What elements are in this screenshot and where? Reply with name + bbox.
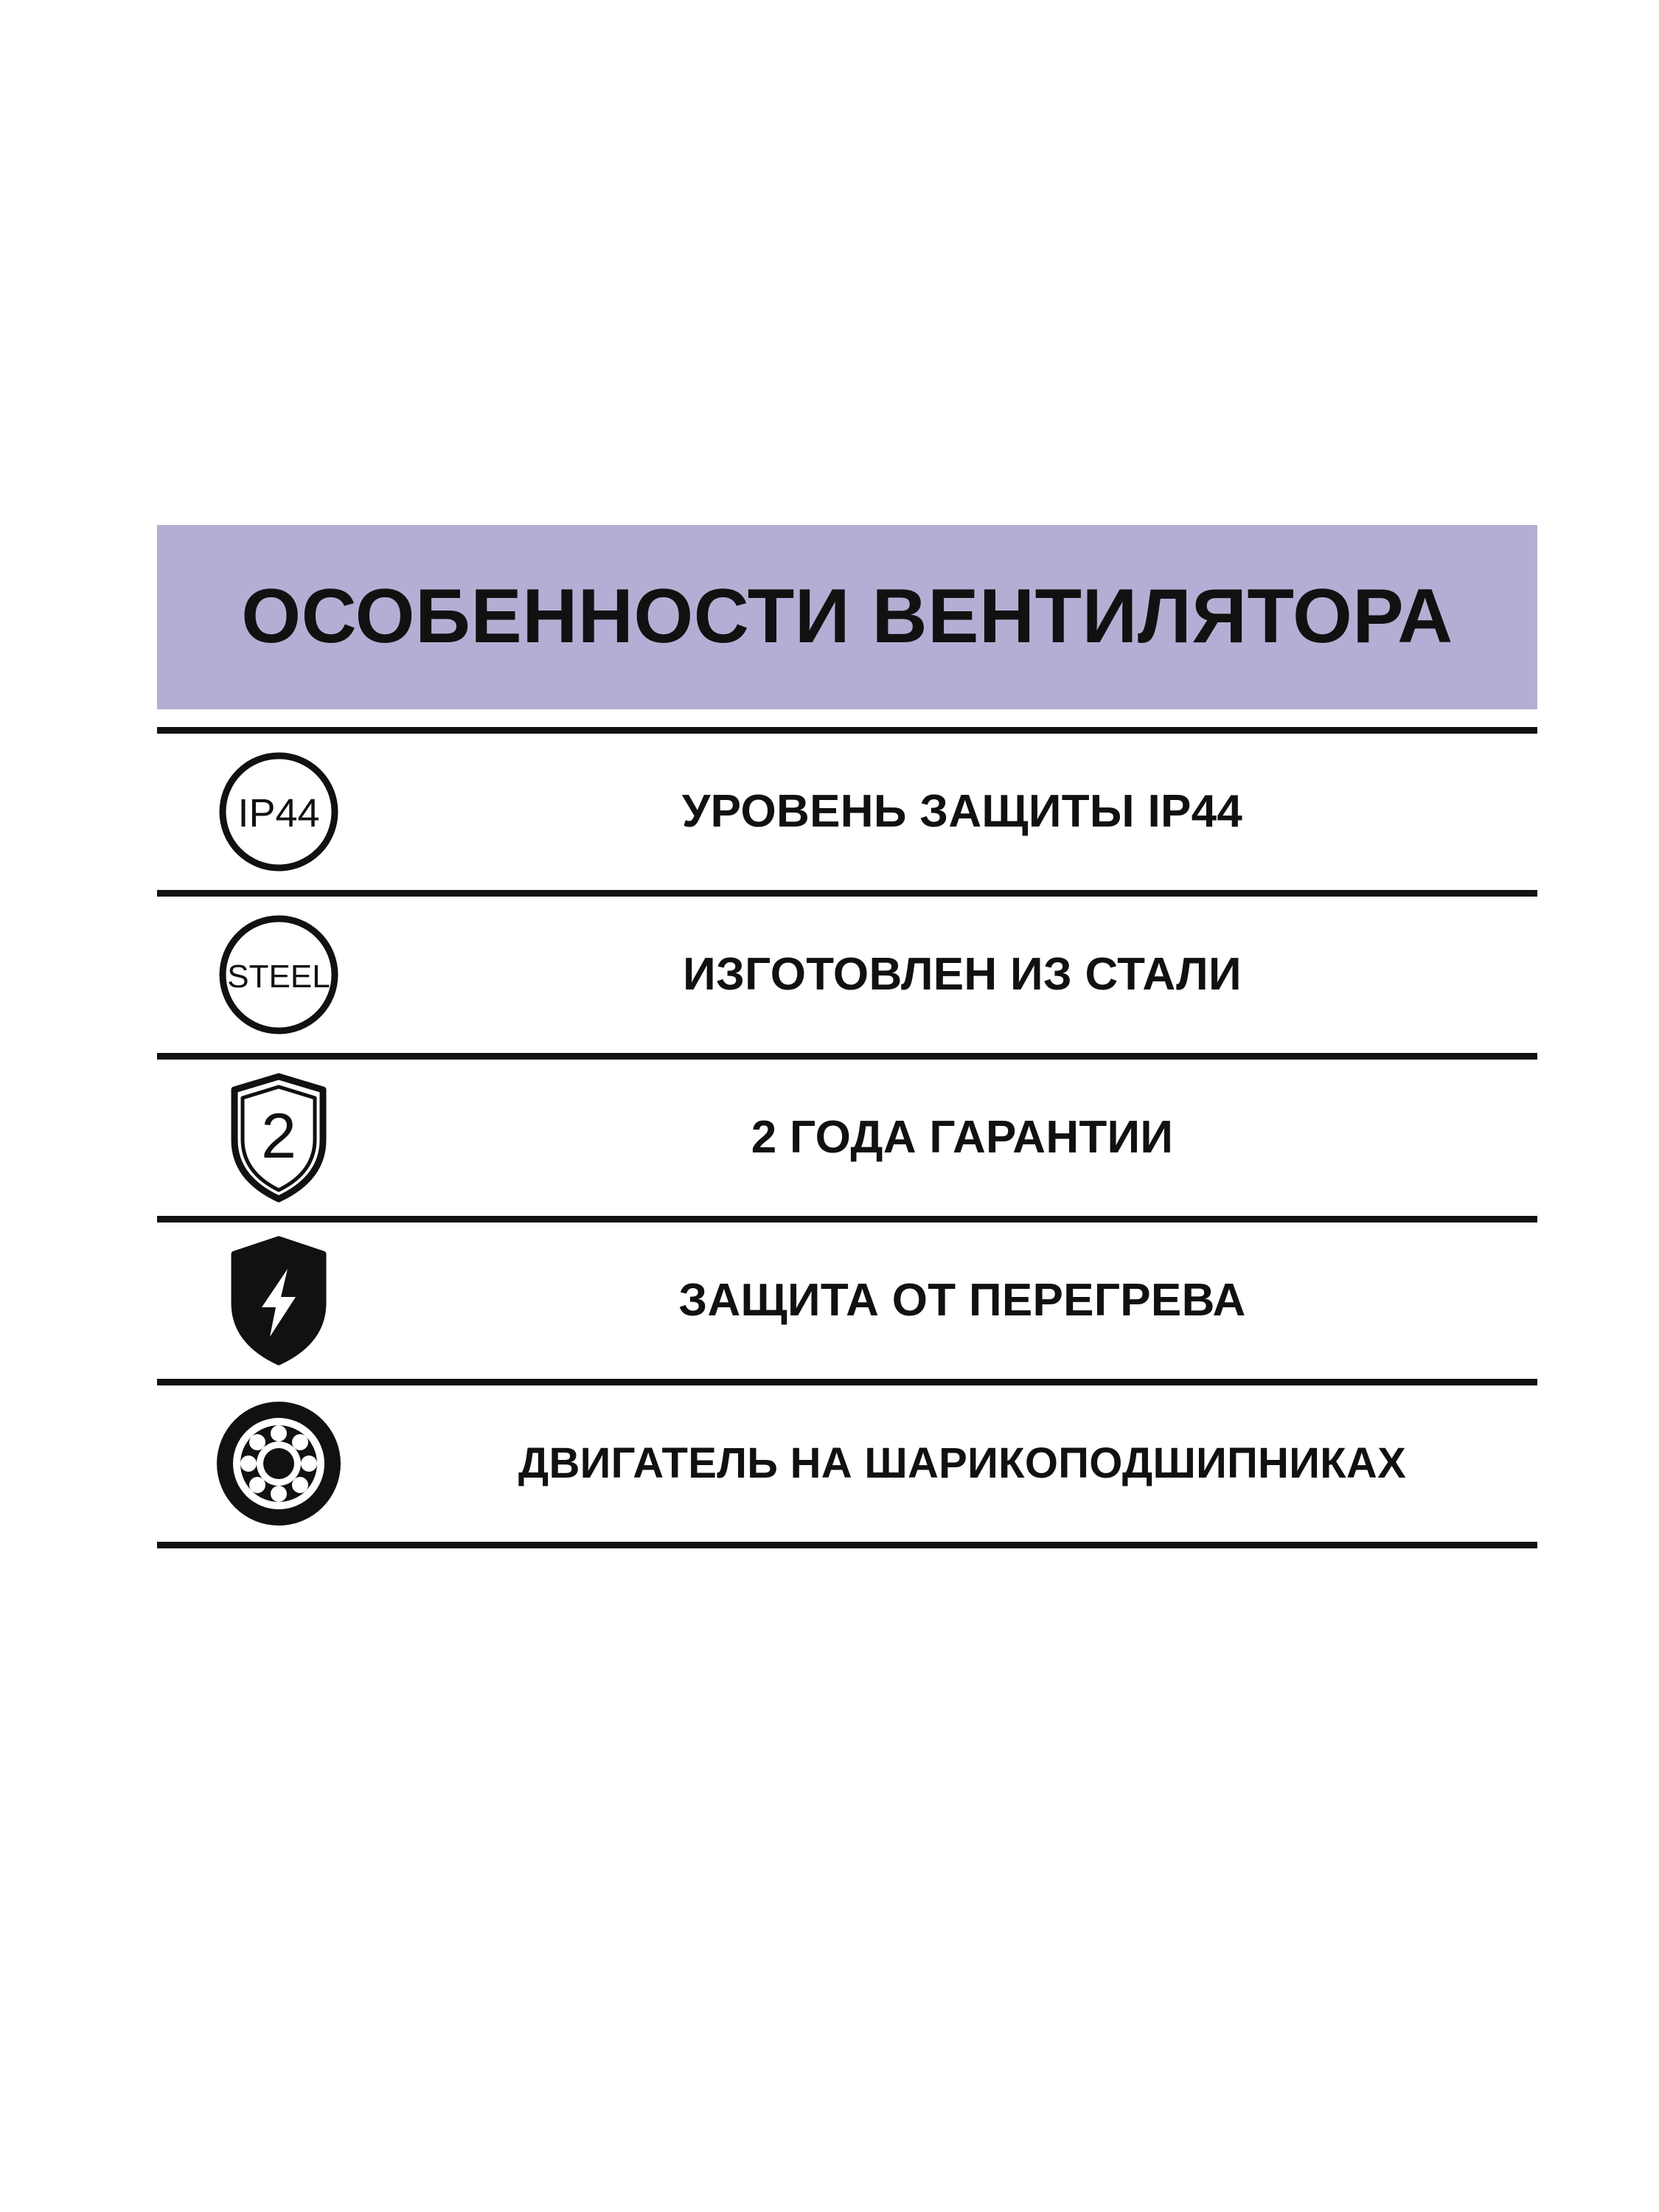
shield-warranty-icon [201, 1068, 356, 1208]
feature-label-steel: ИЗГОТОВЛЕН ИЗ СТАЛИ [683, 948, 1242, 1000]
feature-icon-cell [157, 1385, 400, 1542]
feature-label-cell [400, 950, 1537, 1000]
feature-icon-cell [157, 734, 400, 890]
feature-icon-cell [157, 1222, 400, 1379]
feature-icon-cell [157, 897, 400, 1053]
page-title: ОСОБЕННОСТИ ВЕНТИЛЯТОРА [241, 574, 1453, 660]
steel-circle-icon [201, 908, 356, 1041]
ip44-icon-label: IP44 [237, 791, 320, 835]
header-banner [157, 525, 1537, 709]
steel-icon-label: STEEL [227, 959, 330, 995]
feature-label-cell [400, 1440, 1537, 1487]
divider-bottom [157, 1542, 1537, 1548]
divider-2 [157, 1053, 1537, 1060]
feature-label-ip44: УРОВЕНЬ ЗАЩИТЫ IP44 [681, 785, 1243, 837]
shield-bolt-icon [201, 1231, 356, 1371]
warranty-icon-label: 2 [261, 1101, 296, 1172]
feature-row-steel [157, 897, 1537, 1053]
divider-1 [157, 890, 1537, 897]
feature-label-cell [400, 1276, 1537, 1326]
divider-top [157, 727, 1537, 734]
feature-label-warranty: 2 ГОДА ГАРАНТИИ [751, 1111, 1174, 1163]
divider-3 [157, 1216, 1537, 1222]
feature-row-warranty [157, 1060, 1537, 1216]
divider-4 [157, 1379, 1537, 1385]
feature-list [157, 727, 1537, 1548]
feature-label-bearing: ДВИГАТЕЛЬ НА ШАРИКОПОДШИПНИКАХ [518, 1439, 1407, 1488]
feature-row-bearing [157, 1385, 1537, 1542]
feature-row-ip44 [157, 734, 1537, 890]
feature-label-cell [400, 1113, 1537, 1163]
ip44-circle-icon [201, 745, 356, 878]
feature-label-overheat: ЗАЩИТА ОТ ПЕРЕГРЕВА [678, 1274, 1246, 1326]
feature-row-overheat [157, 1222, 1537, 1379]
feature-label-cell [400, 787, 1537, 837]
ball-bearing-icon [201, 1394, 356, 1534]
features-panel [157, 525, 1537, 1548]
feature-icon-cell [157, 1060, 400, 1216]
